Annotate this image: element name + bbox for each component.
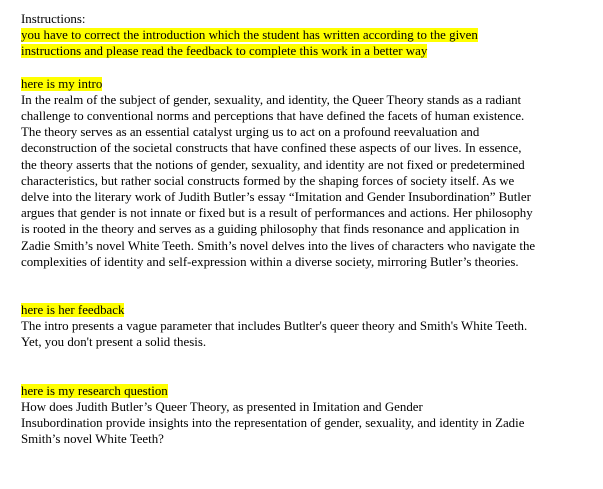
feedback-heading: here is her feedback [21, 303, 125, 318]
intro-line: Zadie Smith’s novel White Teeth. Smith’s novel delves into the lives of characters who navigate the [21, 238, 536, 253]
intro-line: complexities of identity and self-expression within a diverse society, mirroring Butler’s theories. [21, 254, 519, 269]
question-line: Insubordination provide insights into the representation of gender, sexuality, and identity in Zadie [21, 416, 525, 431]
intro-line: delve into the literary work of Judith Butler’s essay “Imitation and Gender Insubordination” Butler [21, 190, 531, 205]
intro-paragraph [21, 92, 597, 270]
intro-line: deconstruction of the societal constructs that have confined these aspects of our lives. In essence, [21, 141, 522, 156]
intro-line: The theory serves as an essential catalyst urging us to act on a profound reevaluation and [21, 125, 480, 140]
feedback-line: The intro presents a vague parameter that includes Butlter's queer theory and Smith's White Teeth. [21, 319, 528, 334]
research-question-heading: here is my research question [21, 383, 168, 398]
intro-line: argues that gender is not innate or fixed but is a result of performances and actions. Her philosophy [21, 206, 533, 221]
intro-line: the theory asserts that the notions of gender, sexuality, and identity are not fixed or predetermined [21, 157, 525, 172]
intro-line: is rooted in the theory and serves as a guiding philosophy that finds resonance and application in [21, 222, 520, 237]
document-body [21, 11, 597, 447]
instructions-line: you have to correct the introduction which the student has written according to the given [21, 28, 478, 43]
feedback-line: Yet, you don't present a solid thesis. [21, 335, 207, 350]
instructions-text [21, 27, 597, 59]
instructions-line: instructions and please read the feedback to complete this work in a better way [21, 44, 428, 59]
intro-heading: here is my intro [21, 76, 103, 91]
question-line: How does Judith Butler’s Queer Theory, as presented in Imitation and Gender [21, 399, 423, 414]
intro-line: challenge to conventional norms and perceptions that have defined the facets of human existence. [21, 109, 525, 124]
instructions-heading: Instructions: [21, 12, 86, 26]
question-line: Smith’s novel White Teeth? [21, 432, 164, 447]
intro-line: characteristics, but rather social constructs formed by the shaping forces of society itself. As we [21, 173, 515, 188]
research-question-paragraph [21, 399, 597, 448]
intro-line: In the realm of the subject of gender, sexuality, and identity, the Queer Theory stands as a radiant [21, 92, 522, 107]
feedback-paragraph [21, 318, 597, 350]
